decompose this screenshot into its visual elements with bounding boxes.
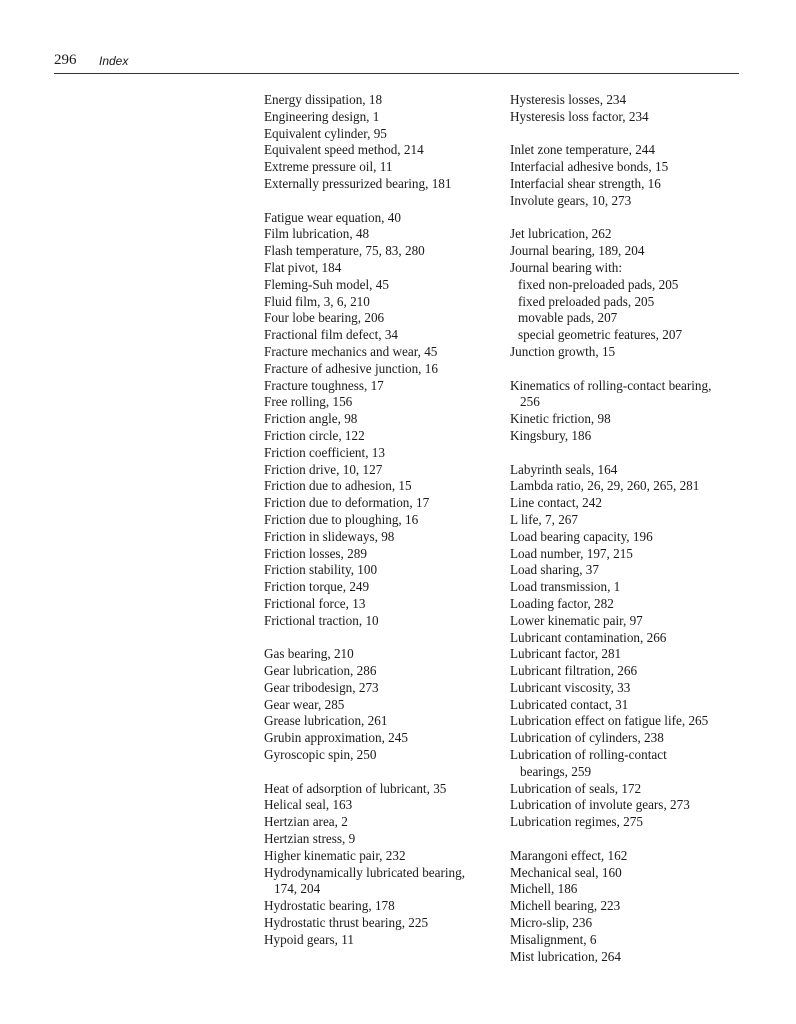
index-entry: 256: [520, 394, 540, 410]
index-entry: Hypoid gears, 11: [264, 931, 354, 947]
index-entry: Lubrication of seals, 172: [510, 780, 642, 796]
index-entry: L life, 7, 267: [510, 511, 578, 527]
index-entry: Lower kinematic pair, 97: [510, 612, 643, 628]
index-entry: Interfacial shear strength, 16: [510, 175, 661, 191]
index-entry: Friction losses, 289: [264, 545, 367, 561]
index-entry: Gear lubrication, 286: [264, 663, 377, 679]
index-entry: Misalignment, 6: [510, 931, 597, 947]
running-head: Index: [99, 54, 129, 68]
index-entry: Externally pressurized bearing, 181: [264, 175, 452, 191]
index-entry: Journal bearing with:: [510, 259, 623, 275]
header-rule: [54, 73, 739, 74]
index-letter-group: [510, 142, 750, 209]
index-entry: Fatigue wear equation, 40: [264, 209, 401, 225]
index-entry: Lubricant filtration, 266: [510, 663, 638, 679]
index-entry: Journal bearing, 189, 204: [510, 243, 645, 259]
index-letter-group: [264, 781, 504, 949]
index-entry: Load number, 197, 215: [510, 545, 633, 561]
index-entry: Gyroscopic spin, 250: [264, 747, 377, 763]
page-number: 296: [54, 52, 77, 68]
index-entry: Film lubrication, 48: [264, 226, 370, 242]
index-entry: Gas bearing, 210: [264, 646, 354, 662]
index-entry: Load bearing capacity, 196: [510, 528, 653, 544]
index-letter-group: [510, 226, 750, 360]
index-letter-group: [510, 378, 750, 445]
index-entry: Lubrication effect on fatigue life, 265: [510, 713, 709, 729]
index-entry: Friction in slideways, 98: [264, 528, 395, 544]
index-entry: Friction coefficient, 13: [264, 444, 385, 460]
index-entry: Friction stability, 100: [264, 562, 378, 578]
index-entry: Mechanical seal, 160: [510, 864, 622, 880]
index-entry: Lubricant factor, 281: [510, 646, 622, 662]
index-entry: Hysteresis losses, 234: [510, 92, 627, 107]
index-entry: Friction due to adhesion, 15: [264, 478, 412, 494]
index-entry: Lubricant viscosity, 33: [510, 679, 631, 695]
index-letter-group: [510, 92, 750, 126]
index-entry: Helical seal, 163: [264, 797, 353, 813]
index-entry: Lubricant contamination, 266: [510, 629, 667, 645]
index-entry: Kinetic friction, 98: [510, 411, 611, 427]
index-entry: Flat pivot, 184: [264, 259, 342, 275]
index-entry: Friction due to ploughing, 16: [264, 511, 419, 527]
index-entry: Friction due to deformation, 17: [264, 495, 430, 511]
index-entry: special geometric features, 207: [518, 327, 683, 343]
page-header: [54, 52, 739, 73]
index-entry: Marangoni effect, 162: [510, 847, 628, 863]
index-entry: Engineering design, 1: [264, 108, 380, 124]
index-entry: Hydrodynamically lubricated bearing,: [264, 864, 466, 880]
index-entry: Hertzian stress, 9: [264, 831, 356, 847]
index-entry: fixed preloaded pads, 205: [518, 293, 655, 309]
index-entry: Lubrication of involute gears, 273: [510, 797, 690, 813]
index-entry: Equivalent cylinder, 95: [264, 125, 387, 141]
index-entry: Friction drive, 10, 127: [264, 461, 383, 477]
index-entry: 174, 204: [274, 881, 321, 897]
index-entry: Junction growth, 15: [510, 343, 616, 359]
index-entry: Hysteresis loss factor, 234: [510, 108, 649, 124]
index-column-right: [510, 92, 750, 982]
index-entry: Frictional traction, 10: [264, 612, 379, 628]
index-entry: Hertzian area, 2: [264, 814, 348, 830]
index-entry: Hydrostatic thrust bearing, 225: [264, 915, 429, 931]
index-entry: Labyrinth seals, 164: [510, 461, 618, 477]
index-entry: Four lobe bearing, 206: [264, 310, 385, 326]
index-entry: Flash temperature, 75, 83, 280: [264, 243, 425, 259]
index-entry: Fracture of adhesive junction, 16: [264, 360, 438, 376]
index-entry: Jet lubrication, 262: [510, 226, 612, 242]
index-entry: Frictional force, 13: [264, 595, 366, 611]
index-entry: Grease lubrication, 261: [264, 713, 388, 729]
index-letter-group: [510, 848, 750, 966]
index-entry: Line contact, 242: [510, 495, 602, 511]
index-column-left: [264, 92, 504, 965]
index-entry: Equivalent speed method, 214: [264, 142, 424, 158]
index-entry: Michell bearing, 223: [510, 898, 621, 914]
index-entry: Friction angle, 98: [264, 411, 358, 427]
index-letter-group: [264, 646, 504, 764]
index-entry: Inlet zone temperature, 244: [510, 142, 655, 158]
index-entry: Lubrication of cylinders, 238: [510, 730, 664, 746]
index-letter-group: [264, 92, 504, 193]
index-entry: Lubricated contact, 31: [510, 696, 629, 712]
index-entry: Micro-slip, 236: [510, 915, 593, 931]
index-entry: Fracture mechanics and wear, 45: [264, 343, 438, 359]
index-entry: Grubin approximation, 245: [264, 730, 408, 746]
index-entry: Fleming-Suh model, 45: [264, 276, 389, 292]
index-entry: Extreme pressure oil, 11: [264, 159, 393, 175]
index-entry: Heat of adsorption of lubricant, 35: [264, 780, 447, 796]
index-entry: Loading factor, 282: [510, 595, 614, 611]
index-entry: Fracture toughness, 17: [264, 377, 384, 393]
index-letter-group: [264, 210, 504, 630]
index-entry: Interfacial adhesive bonds, 15: [510, 159, 669, 175]
index-entry: Involute gears, 10, 273: [510, 192, 632, 208]
index-entry: Higher kinematic pair, 232: [264, 847, 406, 863]
index-entry: Michell, 186: [510, 881, 578, 897]
index-entry: Kinematics of rolling-contact bearing,: [510, 377, 712, 393]
index-entry: Kingsbury, 186: [510, 427, 592, 443]
index-entry: Gear wear, 285: [264, 696, 345, 712]
index-entry: Load transmission, 1: [510, 579, 621, 595]
index-entry: Lubrication regimes, 275: [510, 814, 643, 830]
index-entry: Fractional film defect, 34: [264, 327, 399, 343]
index-entry: Lambda ratio, 26, 29, 260, 265, 281: [510, 478, 700, 494]
index-entry: Free rolling, 156: [264, 394, 353, 410]
index-entry: Friction circle, 122: [264, 427, 365, 443]
index-entry: bearings, 259: [520, 763, 592, 779]
index-entry: Gear tribodesign, 273: [264, 679, 379, 695]
index-entry: Energy dissipation, 18: [264, 92, 383, 107]
index-entry: movable pads, 207: [518, 310, 618, 326]
index-entry: Hydrostatic bearing, 178: [264, 898, 395, 914]
index-entry: Lubrication of rolling-contact: [510, 747, 667, 763]
index-entry: fixed non-preloaded pads, 205: [518, 276, 679, 292]
index-entry: Friction torque, 249: [264, 579, 370, 595]
index-entry: Mist lubrication, 264: [510, 948, 621, 964]
index-letter-group: [510, 462, 750, 832]
index-entry: Load sharing, 37: [510, 562, 599, 578]
index-entry: Fluid film, 3, 6, 210: [264, 293, 370, 309]
